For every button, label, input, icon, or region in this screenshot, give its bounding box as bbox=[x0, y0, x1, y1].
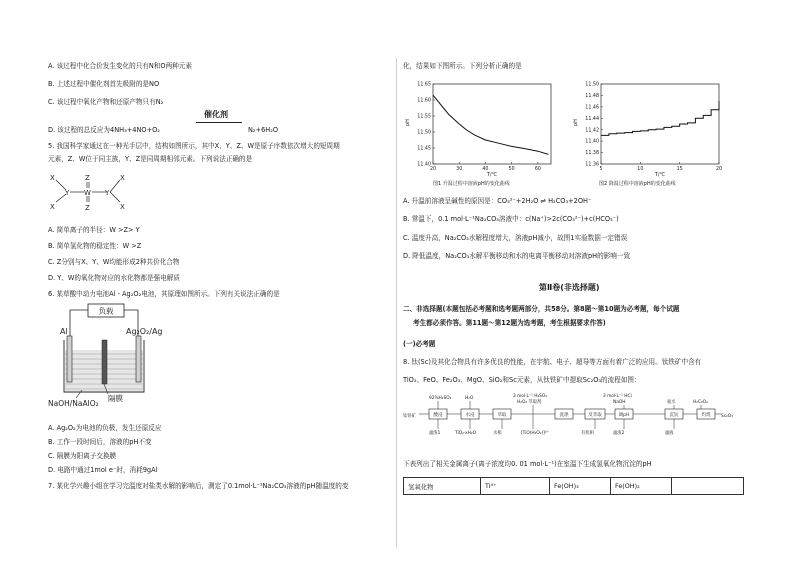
atom-w: W bbox=[84, 189, 91, 197]
atom-z: Z bbox=[85, 204, 90, 212]
reaction-arrow bbox=[196, 122, 242, 123]
x-tick-label: 5 bbox=[599, 167, 603, 172]
catalyst-label: 催化剂 bbox=[204, 110, 228, 119]
ag-electrode-label: Ag₂O₂/Ag bbox=[126, 327, 163, 336]
flow-start: 钛铁矿 bbox=[403, 414, 416, 419]
q6-option-a: A. Ag₂O₂为电池的负极，发生还原反应 bbox=[48, 424, 162, 432]
series-line bbox=[433, 95, 548, 154]
x-axis-label: T/℃ bbox=[486, 172, 498, 178]
q8-stem-line2: TiO₂、FeO、Fe₂O₃、MgO、SiO₂和Sc元素，从钛铁矿中提取Sc₂O₃的流程如图： bbox=[403, 376, 641, 384]
waste-aqueous: 水相 bbox=[493, 431, 502, 436]
step-acid-leach: 酸浸 bbox=[433, 413, 443, 418]
chart-cooling-ph bbox=[571, 78, 726, 188]
x-tick-label: 30 bbox=[456, 167, 463, 172]
y-tick-label: 11.38 bbox=[585, 151, 599, 157]
process-flowchart bbox=[403, 392, 753, 440]
y-axis-label: pH bbox=[405, 119, 411, 126]
x-tick-label: 20 bbox=[715, 167, 723, 172]
electrolyte-label: NaOH/NaAlO₂ bbox=[48, 399, 99, 408]
q5-stem-line2: 元素，Z、W位于同主族，Y、Z是同周期相邻元素。下列说法正确的是 bbox=[48, 155, 253, 163]
plot-frame bbox=[433, 84, 551, 164]
membrane bbox=[102, 340, 107, 384]
step-water-leach: 水浸 bbox=[465, 413, 475, 418]
q4-option-a: A. 该过程中化合价发生变化的只有N和O两种元素 bbox=[48, 62, 192, 70]
y-tick-label: 11.40 bbox=[585, 139, 599, 145]
q7-stem-continued: 化，结果如下图所示。下列分析正确的是 bbox=[403, 62, 522, 70]
molecule-structure bbox=[48, 170, 158, 220]
table-header-cell: Ti⁴⁺ bbox=[481, 478, 550, 495]
reagent-h2o2: H₂O₂ 萃取剂 bbox=[517, 400, 542, 405]
table-intro: 下表列出了相关金属离子(离子浓度均0. 01 mol·L⁻¹)在室温下生成氢氧化物沉淀的pH bbox=[403, 460, 652, 468]
q6-option-b: B. 工作一段时间后，溶液的pH不变 bbox=[48, 438, 152, 446]
fig1-caption: 图1 升温过程中溶液pH的变化曲线 bbox=[433, 181, 510, 187]
q6-stem: 6. 某草酸中动力电池Al - Ag₂O₂电池，其原理如图所示。下列有关说法正确的是 bbox=[48, 290, 280, 298]
atom-y: Y bbox=[65, 189, 70, 197]
y-tick-label: 11.36 bbox=[585, 162, 599, 168]
ag-electrode bbox=[136, 336, 141, 382]
atom-x: X bbox=[50, 174, 55, 182]
reagent-h2so4: 92%H₂SO₄ bbox=[429, 396, 452, 401]
precipitation-ph-table bbox=[403, 477, 744, 495]
waste-1: 滤渣1 bbox=[429, 431, 441, 436]
atom-x: X bbox=[120, 174, 125, 182]
x-tick-label: 10 bbox=[637, 167, 644, 172]
q4-option-d-left: D. 该过程的总反应为4NH₃+4NO+O₂ bbox=[48, 126, 160, 134]
reagent-naoh: NaOH bbox=[613, 400, 626, 405]
atom-x: X bbox=[50, 203, 55, 211]
y-tick-label: 11.45 bbox=[417, 146, 431, 152]
fig2-caption: 图2 降温过程中溶液pH的变化曲线 bbox=[599, 181, 676, 187]
x-tick-label: 60 bbox=[534, 167, 541, 172]
y-tick-label: 11.44 bbox=[585, 116, 599, 122]
waste-2: 滤渣2 bbox=[613, 431, 625, 436]
step-precipitate: 沉钪 bbox=[669, 413, 679, 418]
part-2-instructions-line1: 二、非选择题(本题包括必考题和选考题两部分，共58分。第8题～第10题为必考题，每个试题 bbox=[403, 305, 680, 313]
q6-option-d: D. 电路中通过1mol e⁻时，消耗9gAl bbox=[48, 466, 158, 474]
chart-heating-ph bbox=[403, 78, 558, 188]
q5-option-c: C. Z分别与X、Y、W均能形成2种共价化合物 bbox=[48, 258, 180, 266]
load-label: 负载 bbox=[98, 306, 114, 316]
table-header-cell: Fe(OH)₃ bbox=[550, 478, 611, 495]
y-tick-label: 11.65 bbox=[417, 82, 431, 88]
y-tick-label: 11.42 bbox=[585, 128, 599, 134]
al-electrode-label: Al bbox=[60, 327, 68, 336]
step-wash: 洗涤 bbox=[559, 413, 569, 418]
part-2-instructions-line2: 考生都必须作答。第11题～第12题为选考题，考生根据要求作答) bbox=[413, 319, 606, 327]
q4-option-b: B. 上述过程中催化剂首先吸附的是NO bbox=[48, 80, 160, 88]
q5-option-a: A. 简单离子的半径：W >Z> Y bbox=[48, 226, 140, 234]
q7-option-b: B. 常温下，0.1 mol·L⁻¹Na₂CO₃溶液中：c(Na⁺)>2c(CO₃²⁻)+c(HCO₃⁻) bbox=[403, 215, 619, 223]
y-tick-label: 11.60 bbox=[417, 98, 431, 104]
waste-tio2: TiO₂·xH₂O bbox=[455, 431, 477, 436]
q5-option-b: B. 简单氢化物的稳定性：W >Z bbox=[48, 242, 142, 250]
y-tick-label: 11.46 bbox=[585, 105, 599, 111]
step-extract: 萃取 bbox=[497, 413, 507, 418]
series-line bbox=[601, 101, 719, 135]
y-tick-label: 11.55 bbox=[417, 114, 431, 120]
y-tick-label: 11.48 bbox=[585, 94, 599, 100]
x-tick-label: 15 bbox=[676, 167, 683, 172]
battery-diagram bbox=[48, 300, 188, 408]
table-row bbox=[404, 478, 744, 495]
x-tick-label: 40 bbox=[482, 167, 489, 172]
reagent-oxalic: H₂C₂O₄ bbox=[693, 400, 708, 405]
q6-option-c: C. 隔膜为阳离子交换膜 bbox=[48, 452, 117, 460]
y-tick-label: 11.50 bbox=[417, 130, 431, 136]
waste-tio-complex: [TiO(H₂O₂)]²⁺ bbox=[521, 431, 549, 436]
atom-x: X bbox=[120, 203, 125, 211]
atom-z: Z bbox=[85, 174, 90, 182]
column-divider bbox=[396, 58, 397, 548]
y-tick-label: 11.50 bbox=[585, 82, 599, 88]
reagent-ammonia: 氨水 bbox=[667, 400, 676, 405]
plot-frame bbox=[601, 84, 719, 164]
q7-option-c: C. 温度升高，Na₂CO₃水解程度增大，溶液pH减小，故图1实验数据一定错误 bbox=[403, 234, 628, 242]
x-tick-label: 50 bbox=[508, 167, 515, 172]
reagent-hcl: 3 mol·L⁻¹ HCl bbox=[603, 394, 632, 399]
q8-stem-line1: 8. 钛(Sc)及其化合物具有许多优良的性能，在宇航、电子、超导等方面有着广泛的应用。钛铁矿中含有 bbox=[403, 358, 702, 366]
q7-option-d: D. 降低温度，Na₂CO₃水解平衡移动和水的电离平衡移动对溶液pH的影响一致 bbox=[403, 252, 631, 260]
reagent-h2so4-dilute: 3 mol·L⁻¹ H₂SO₄ bbox=[513, 394, 548, 399]
reagent-water: H₂O bbox=[465, 396, 474, 401]
al-electrode bbox=[67, 336, 72, 382]
step-back-extract: 反萃取 bbox=[588, 413, 602, 418]
q7-option-a: A. 升温前溶液呈碱性的原因是：CO₃²⁻+2H₂O ⇌ H₂CO₃+2OH⁻ bbox=[403, 197, 592, 205]
waste-organic: 有机相 bbox=[581, 431, 594, 436]
q4-option-c: C. 该过程中氧化产物和还原产物只有N₂ bbox=[48, 98, 164, 106]
step-calcine: 灼烧 bbox=[701, 413, 711, 418]
q4-option-d-right: N₂+6H₂O bbox=[248, 126, 279, 134]
waste-filtrate: 滤液 bbox=[665, 431, 674, 436]
table-header-cell: 氢氧化物 bbox=[404, 478, 481, 495]
y-tick-label: 11.40 bbox=[417, 162, 431, 168]
q5-stem-line1: 5. 我国科学家通过在一种光手层中，结构如图所示，其中X、Y、Z、W是原子序数依次增大的短周期 bbox=[48, 142, 340, 150]
table-header-cell: Fe(OH)₂ bbox=[611, 478, 672, 495]
required-section-heading: (一)必考题 bbox=[403, 340, 436, 348]
x-tick-label: 20 bbox=[429, 167, 437, 172]
atom-y: Y bbox=[105, 189, 110, 197]
table-header-cell bbox=[672, 478, 744, 495]
q5-option-d: D. Y、W的氧化物对应的水化物都是强电解质 bbox=[48, 274, 180, 282]
q7-stem: 7. 某化学兴趣小组在学习完温度对盐类水解的影响后，测定了0.1mol·L⁻¹Na₂CO₃溶液的pH随温度的变 bbox=[48, 482, 349, 490]
section-2-title: 第Ⅱ卷(非选择题) bbox=[539, 283, 600, 292]
membrane-label: 隔膜 bbox=[108, 394, 123, 403]
flow-end: Sc₂O₃ bbox=[721, 414, 733, 419]
step-adjust-ph: 调pH bbox=[618, 413, 630, 418]
y-axis-label: pH bbox=[573, 119, 579, 126]
x-axis-label: T/℃ bbox=[654, 172, 666, 178]
